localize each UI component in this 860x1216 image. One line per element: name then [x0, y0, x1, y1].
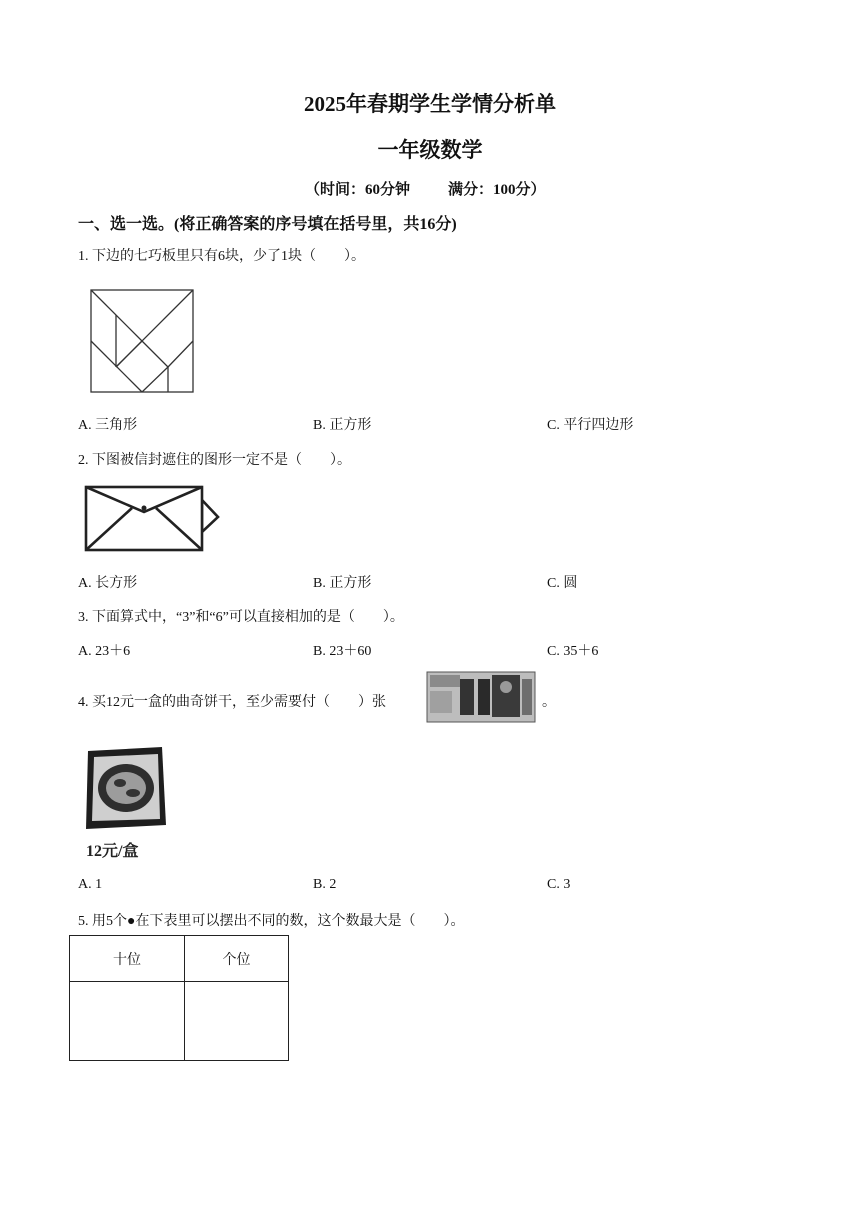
question-3 [78, 606, 404, 626]
header-tens: 十位 [70, 936, 185, 982]
question-3-stem-end: ）。 [382, 610, 404, 625]
question-2-stem: 2. 下图被信封遮住的图形一定不是（ [78, 453, 302, 468]
price-label: 12元/盒 [86, 843, 139, 860]
question-1 [78, 245, 365, 265]
question-1-stem-end: ）。 [344, 249, 365, 264]
q1-option-b[interactable]: B. 正方形 [313, 418, 372, 433]
question-5 [78, 910, 464, 930]
question-5-stem-end: ）。 [443, 914, 465, 929]
q3-option-b[interactable]: B. 23＋60 [313, 644, 372, 659]
q3-option-c[interactable]: C. 35＋6 [547, 644, 599, 659]
q3-option-a[interactable]: A. 23＋6 [78, 644, 131, 659]
question-4 [78, 691, 386, 711]
exam-time: （时间：60分钟 [305, 182, 411, 198]
page-title: 2025年春期学生学情分析单 [304, 92, 556, 116]
question-2 [78, 449, 351, 469]
question-4-stem: 4. 买12元一盒的曲奇饼干，至少需要付（ [78, 695, 330, 710]
cell-ones[interactable] [185, 982, 289, 1061]
question-4-stem-end: ）张 [358, 695, 386, 710]
tangram-figure [90, 289, 194, 393]
q4-option-a[interactable]: A. 1 [78, 877, 103, 892]
q1-option-a[interactable]: A. 三角形 [78, 418, 138, 433]
exam-score: 满分：100分） [448, 182, 546, 198]
banknote-icon [426, 671, 536, 723]
q4-option-b[interactable]: B. 2 [313, 877, 337, 892]
envelope-figure [84, 484, 224, 554]
section-heading: 一、选一选。(将正确答案的序号填在括号里，共16分) [78, 216, 457, 233]
q1-option-c[interactable]: C. 平行四边形 [547, 418, 634, 433]
question-5-stem: 5. 用5个●在下表里可以摆出不同的数，这个数最大是（ [78, 914, 416, 929]
cookie-box-image [80, 745, 170, 831]
q4-option-c[interactable]: C. 3 [547, 877, 571, 892]
question-2-stem-end: ）。 [330, 453, 351, 468]
q2-option-a[interactable]: A. 长方形 [78, 576, 138, 591]
cell-tens[interactable] [70, 982, 185, 1061]
question-3-stem: 3. 下面算式中，“3”和“6”可以直接相加的是（ [78, 610, 355, 625]
q2-option-c[interactable]: C. 圆 [547, 576, 578, 591]
header-ones: 个位 [185, 936, 289, 982]
question-1-stem: 1. 下边的七巧板里只有6块，少了1块（ [78, 249, 316, 264]
page-subtitle: 一年级数学 [377, 138, 483, 162]
q2-option-b[interactable]: B. 正方形 [313, 576, 372, 591]
place-value-table [69, 935, 289, 1061]
question-4-tail: 。 [542, 695, 556, 710]
